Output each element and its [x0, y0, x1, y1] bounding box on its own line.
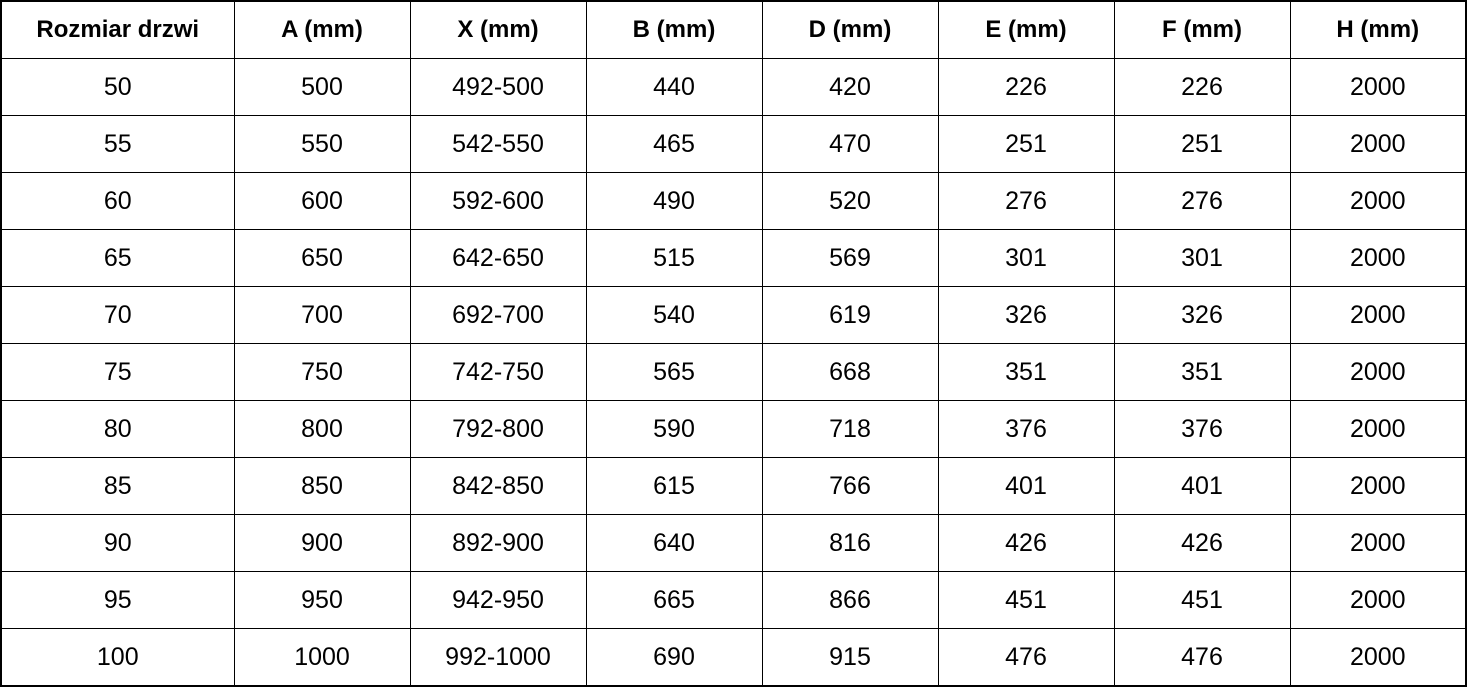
table-cell: 376: [938, 401, 1114, 458]
table-cell: 642-650: [410, 230, 586, 287]
table-cell: 465: [586, 116, 762, 173]
table-cell: 866: [762, 572, 938, 629]
column-header-a: A (mm): [234, 1, 410, 59]
table-cell: 326: [1114, 287, 1290, 344]
table-cell: 615: [586, 458, 762, 515]
table-cell: 451: [938, 572, 1114, 629]
table-cell: 2000: [1290, 629, 1466, 687]
table-cell: 85: [1, 458, 234, 515]
table-cell: 950: [234, 572, 410, 629]
table-row: [1, 59, 1466, 116]
table-cell: 750: [234, 344, 410, 401]
table-cell: 515: [586, 230, 762, 287]
table-cell: 500: [234, 59, 410, 116]
table-cell: 665: [586, 572, 762, 629]
table-cell: 351: [1114, 344, 1290, 401]
table-cell: 301: [1114, 230, 1290, 287]
table-cell: 70: [1, 287, 234, 344]
table-cell: 376: [1114, 401, 1290, 458]
column-header-e: E (mm): [938, 1, 1114, 59]
table-cell: 569: [762, 230, 938, 287]
header-row: [1, 1, 1466, 59]
table-cell: 476: [938, 629, 1114, 687]
table-cell: 65: [1, 230, 234, 287]
table-cell: 2000: [1290, 173, 1466, 230]
table-cell: 226: [938, 59, 1114, 116]
table-cell: 692-700: [410, 287, 586, 344]
table-cell: 915: [762, 629, 938, 687]
table-cell: 2000: [1290, 572, 1466, 629]
table-cell: 550: [234, 116, 410, 173]
table-cell: 492-500: [410, 59, 586, 116]
table-cell: 842-850: [410, 458, 586, 515]
table-cell: 95: [1, 572, 234, 629]
table-cell: 816: [762, 515, 938, 572]
table-cell: 276: [1114, 173, 1290, 230]
table-cell: 100: [1, 629, 234, 687]
table-cell: 2000: [1290, 458, 1466, 515]
table-cell: 2000: [1290, 344, 1466, 401]
table-cell: 55: [1, 116, 234, 173]
table-cell: 470: [762, 116, 938, 173]
column-header-x: X (mm): [410, 1, 586, 59]
table-cell: 650: [234, 230, 410, 287]
table-cell: 520: [762, 173, 938, 230]
table-cell: 251: [1114, 116, 1290, 173]
table-cell: 592-600: [410, 173, 586, 230]
table-cell: 850: [234, 458, 410, 515]
column-header-rozmiar-drzwi: Rozmiar drzwi: [1, 1, 234, 59]
table-row: [1, 572, 1466, 629]
column-header-h: H (mm): [1290, 1, 1466, 59]
table-row: [1, 515, 1466, 572]
table-cell: 2000: [1290, 59, 1466, 116]
column-header-d: D (mm): [762, 1, 938, 59]
table-cell: 600: [234, 173, 410, 230]
table-cell: 401: [1114, 458, 1290, 515]
table-cell: 440: [586, 59, 762, 116]
table-row: [1, 401, 1466, 458]
table-cell: 800: [234, 401, 410, 458]
table-cell: 565: [586, 344, 762, 401]
table-cell: 766: [762, 458, 938, 515]
table-cell: 351: [938, 344, 1114, 401]
table-cell: 892-900: [410, 515, 586, 572]
table-cell: 326: [938, 287, 1114, 344]
table-cell: 2000: [1290, 515, 1466, 572]
table-cell: 60: [1, 173, 234, 230]
table-cell: 301: [938, 230, 1114, 287]
table-cell: 590: [586, 401, 762, 458]
table-cell: 2000: [1290, 287, 1466, 344]
table-cell: 401: [938, 458, 1114, 515]
table-cell: 1000: [234, 629, 410, 687]
table-cell: 451: [1114, 572, 1290, 629]
table-cell: 426: [1114, 515, 1290, 572]
table-cell: 80: [1, 401, 234, 458]
table-cell: 792-800: [410, 401, 586, 458]
table-cell: 942-950: [410, 572, 586, 629]
table-cell: 426: [938, 515, 1114, 572]
table-cell: 420: [762, 59, 938, 116]
table-row: [1, 629, 1466, 687]
table-cell: 742-750: [410, 344, 586, 401]
table-cell: 251: [938, 116, 1114, 173]
table-cell: 668: [762, 344, 938, 401]
table-cell: 542-550: [410, 116, 586, 173]
table-cell: 690: [586, 629, 762, 687]
table-cell: 276: [938, 173, 1114, 230]
table-cell: 2000: [1290, 116, 1466, 173]
table-cell: 540: [586, 287, 762, 344]
table-cell: 226: [1114, 59, 1290, 116]
table-cell: 75: [1, 344, 234, 401]
table-cell: 700: [234, 287, 410, 344]
table-row: [1, 344, 1466, 401]
table-cell: 718: [762, 401, 938, 458]
table-body: [1, 59, 1466, 687]
table-cell: 50: [1, 59, 234, 116]
table-row: [1, 173, 1466, 230]
table-cell: 619: [762, 287, 938, 344]
table-cell: 900: [234, 515, 410, 572]
table-cell: 992-1000: [410, 629, 586, 687]
table-row: [1, 287, 1466, 344]
table-cell: 476: [1114, 629, 1290, 687]
table-row: [1, 116, 1466, 173]
table-cell: 2000: [1290, 401, 1466, 458]
column-header-f: F (mm): [1114, 1, 1290, 59]
column-header-b: B (mm): [586, 1, 762, 59]
table-cell: 2000: [1290, 230, 1466, 287]
table-row: [1, 230, 1466, 287]
table-row: [1, 458, 1466, 515]
table-cell: 490: [586, 173, 762, 230]
table-cell: 90: [1, 515, 234, 572]
table-cell: 640: [586, 515, 762, 572]
